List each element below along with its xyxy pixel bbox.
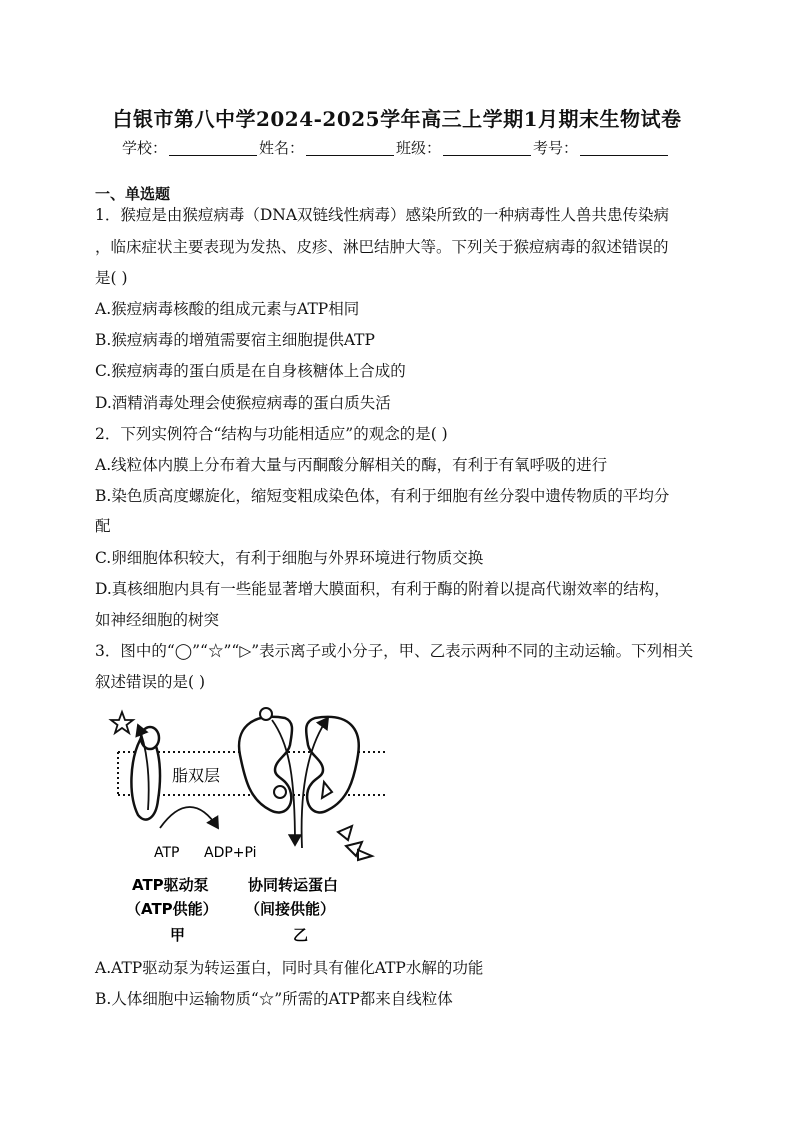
circle-molecule-inner-icon [274, 786, 286, 798]
q3-option-b: B.人体细胞中运输物质“☆”所需的ATP都来自线粒体 [95, 990, 453, 1008]
school-blank [169, 139, 257, 156]
figure-label-jia: 甲 [170, 926, 186, 944]
q2-option-b-line2: 配 [95, 517, 111, 535]
atp-pump-subtitle: （ATP供能） [126, 900, 218, 918]
q3-option-a: A.ATP驱动泵为转运蛋白，同时具有催化ATP水解的功能 [95, 959, 484, 977]
star-icon [111, 712, 133, 733]
q1-option-d: D.酒精消毒处理会使猴痘病毒的蛋白质失活 [95, 394, 391, 412]
q2-option-c: C.卵细胞体积较大，有利于细胞与外界环境进行物质交换 [95, 549, 484, 567]
membrane-transport-figure [100, 700, 400, 950]
exam-number-label: 考号： [533, 139, 579, 157]
student-info-row [122, 137, 670, 158]
school-label: 学校： [122, 139, 168, 157]
figure-label-yi: 乙 [293, 926, 309, 944]
q1-stem-line3: 是( ) [95, 269, 128, 287]
class-label: 班级： [396, 139, 442, 157]
q1-stem-line1: 1．猴痘是由猴痘病毒（DNA双链线性病毒）感染所致的一种病毒性人兽共患传染病 [95, 206, 670, 224]
atp-label: ATP [154, 845, 180, 861]
adp-label: ADP+Pi [204, 845, 257, 861]
q2-option-d-line2: 如神经细胞的树突 [95, 611, 220, 629]
atp-pump-name: ATP驱动泵 [132, 876, 209, 894]
triangle-molecules-outside [338, 826, 372, 860]
class-blank [443, 139, 531, 156]
cotransporter-protein [239, 717, 359, 813]
q2-stem: 2．下列实例符合“结构与功能相适应”的观念的是( ) [95, 425, 448, 443]
q2-option-d-line1: D.真核细胞内具有一些能显著增大膜面积，有利于酶的附着以提高代谢效率的结构， [95, 580, 670, 598]
atp-pump-protein [131, 727, 160, 820]
q2-option-b-line1: B.染色质高度螺旋化，缩短变粗成染色体，有利于细胞有丝分裂中遗传物质的平均分 [95, 487, 670, 505]
section-heading: 一、单选题 [95, 185, 171, 203]
name-label: 姓名： [259, 139, 305, 157]
membrane-label: 脂双层 [172, 766, 221, 785]
q3-stem-line2: 叙述错误的是( ) [95, 673, 206, 691]
q1-stem-line2: ，临床症状主要表现为发热、皮疹、淋巴结肿大等。下列关于猴痘病毒的叙述错误的 [95, 238, 669, 256]
q2-option-a: A.线粒体内膜上分布着大量与丙酮酸分解相关的酶，有利于有氧呼吸的进行 [95, 456, 608, 474]
circle-molecule-icon [260, 708, 272, 720]
q1-option-a: A.猴痘病毒核酸的组成元素与ATP相同 [95, 300, 360, 318]
q3-stem-line1: 3．图中的“◯”“☆”“▷”表示离子或小分子，甲、乙表示两种不同的主动运输。下列相关 [95, 642, 694, 660]
page-title: 白银市第八中学2024-2025学年高三上学期1月期末生物试卷 [112, 107, 682, 131]
cotransporter-subtitle: （间接供能） [245, 900, 336, 918]
exam-number-blank [580, 139, 668, 156]
q1-option-b: B.猴痘病毒的增殖需要宿主细胞提供ATP [95, 331, 375, 349]
name-blank [306, 139, 394, 156]
cotransporter-name: 协同转运蛋白 [248, 876, 339, 894]
atp-hydrolysis-arrow [160, 807, 218, 828]
q1-option-c: C.猴痘病毒的蛋白质是在自身核糖体上合成的 [95, 362, 406, 380]
